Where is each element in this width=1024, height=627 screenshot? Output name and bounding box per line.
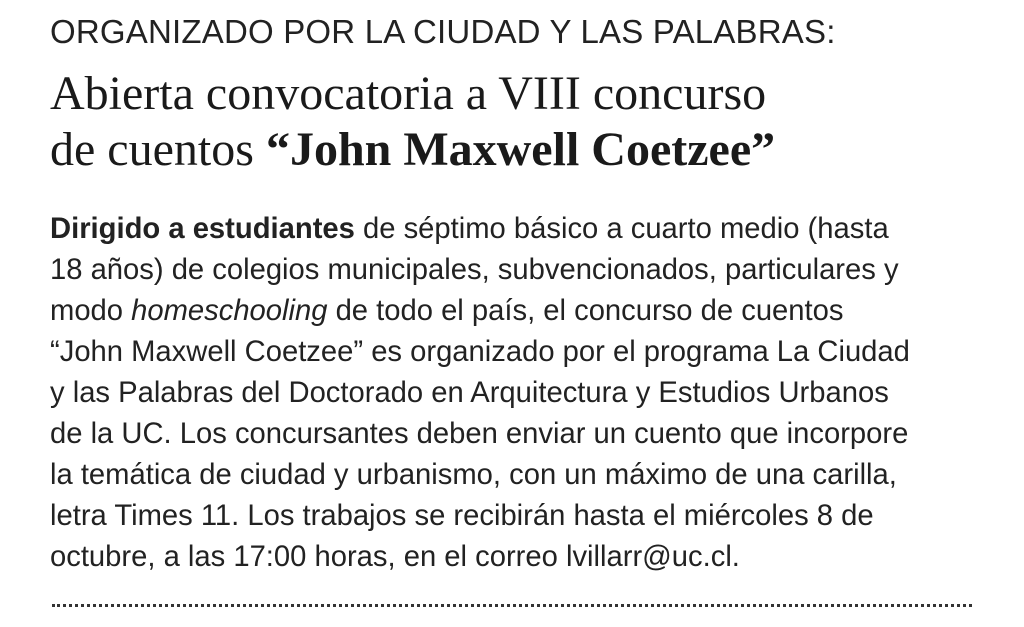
headline-line-1: Abierta convocatoria a VIII concurso	[50, 67, 767, 120]
article	[50, 12, 980, 578]
article-body	[50, 209, 980, 578]
dotted-divider	[52, 604, 972, 607]
italic-term: homeschooling	[131, 295, 328, 327]
headline	[50, 66, 980, 178]
lead-in: Dirigido a estudiantes	[50, 213, 355, 245]
body-line: modo homeschooling de todo el país, el concurso de cuentos	[50, 295, 844, 327]
headline-line-2	[50, 122, 980, 178]
body-line: la temática de ciudad y urbanismo, con un máximo de una carilla,	[50, 459, 897, 491]
headline-contest-name: “John Maxwell Coetzee”	[265, 123, 776, 176]
kicker: ORGANIZADO POR LA CIUDAD Y LAS PALABRAS:	[50, 13, 836, 50]
body-line: y las Palabras del Doctorado en Arquitectura y Estudios Urbanos	[50, 377, 889, 409]
body-line: de la UC. Los concursantes deben enviar un cuento que incorpore	[50, 418, 909, 450]
body-line: octubre, a las 17:00 horas, en el correo lvillarr@uc.cl.	[50, 541, 740, 573]
body-line: letra Times 11. Los trabajos se recibirán hasta el miércoles 8 de	[50, 500, 874, 532]
headline-prefix: de cuentos	[50, 123, 266, 176]
body-line: “John Maxwell Coetzee” es organizado por el programa La Ciudad	[50, 336, 910, 368]
body-line: Dirigido a estudiantes de séptimo básico a cuarto medio (hasta	[50, 213, 889, 245]
body-line: 18 años) de colegios municipales, subvencionados, particulares y	[50, 254, 899, 286]
